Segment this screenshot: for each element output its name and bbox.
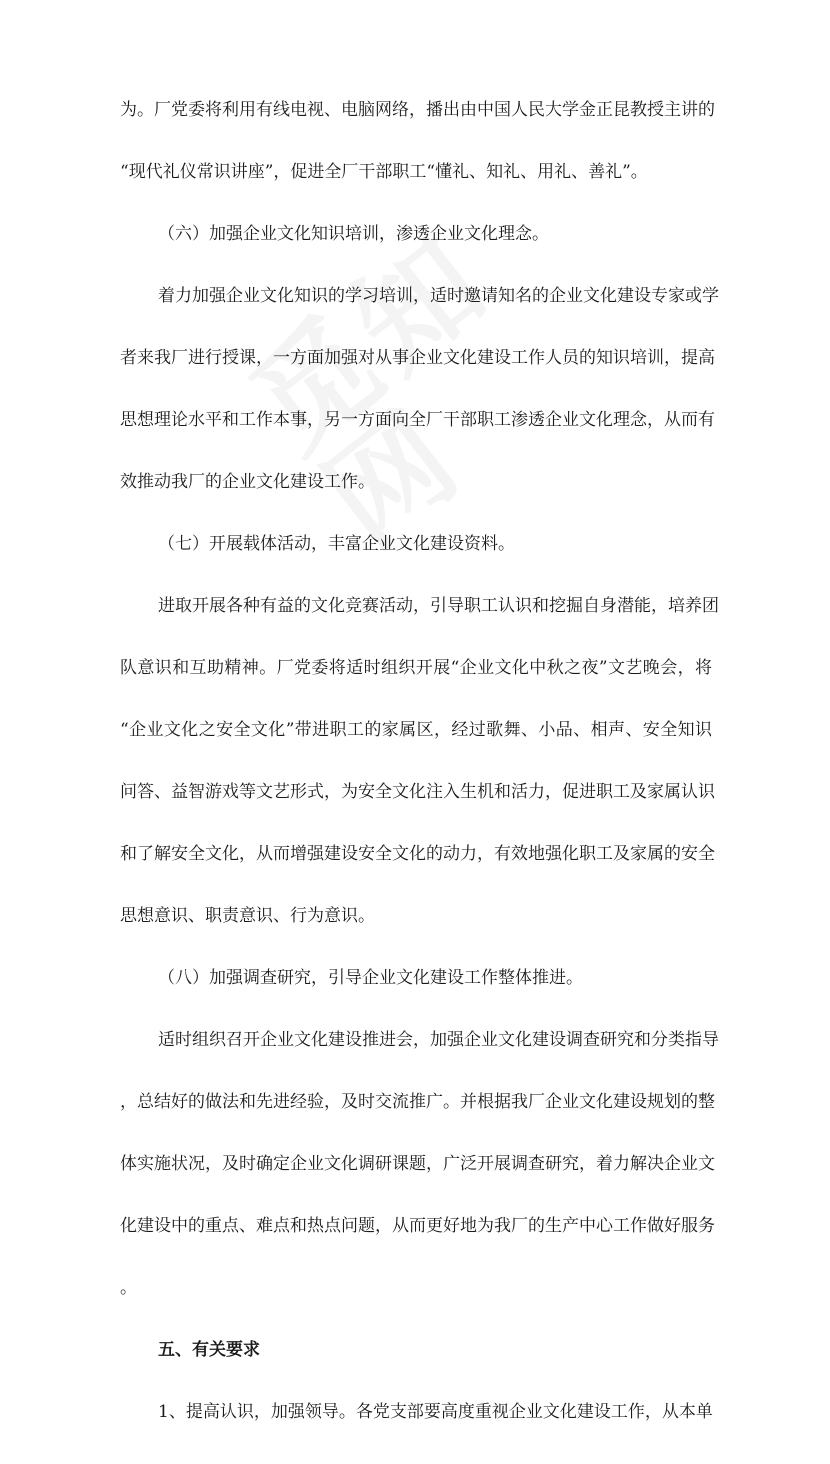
paragraph-line: “企业文化之安全文化”带进职工的家属区，经过歌舞、小品、相声、安全知识 <box>120 720 712 740</box>
paragraph-line: 思想意识、职责意识、行为意识。 <box>120 906 375 926</box>
paragraph-line: 为。厂党委将利用有线电视、电脑网络，播出由中国人民大学金正昆教授主讲的 <box>120 100 715 120</box>
paragraph-line: 和了解安全文化，从而增强建设安全文化的动力，有效地强化职工及家属的安全 <box>120 844 715 864</box>
paragraph-line: 适时组织召开企业文化建设推进会，加强企业文化建设调查研究和分类指导 <box>158 1030 719 1050</box>
chapter-heading: 五、有关要求 <box>158 1340 260 1360</box>
paragraph-line: 1、提高认识，加强领导。各党支部要高度重视企业文化建设工作，从本单 <box>158 1402 713 1422</box>
paragraph-line: 。 <box>120 1278 137 1298</box>
section-heading: （七）开展载体活动，丰富企业文化建设资料。 <box>158 534 515 554</box>
paragraph-line: 着力加强企业文化知识的学习培训，适时邀请知名的企业文化建设专家或学 <box>158 286 719 306</box>
paragraph-line: 问答、益智游戏等文艺形式，为安全文化注入生机和活力，促进职工及家属认识 <box>120 782 715 802</box>
section-heading: （八）加强调查研究，引导企业文化建设工作整体推进。 <box>158 968 583 988</box>
document-body <box>120 100 719 1464</box>
paragraph-line: 体实施状况，及时确定企业文化调研课题，广泛开展调查研究，着力解决企业文 <box>120 1154 715 1174</box>
paragraph-line: ，总结好的做法和先进经验，及时交流推广。并根据我厂企业文化建设规划的整 <box>120 1092 715 1112</box>
paragraph-line: 队意识和互助精神。厂党委将适时组织开展“企业文化中秋之夜”文艺晚会，将 <box>120 658 712 678</box>
paragraph-line: 思想理论水平和工作本事，另一方面向全厂干部职工渗透企业文化理念，从而有 <box>120 410 715 430</box>
paragraph-line: “现代礼仪常识讲座”，促进全厂干部职工“懂礼、知礼、用礼、善礼”。 <box>120 162 648 182</box>
paragraph-line: 效推动我厂的企业文化建设工作。 <box>120 472 375 492</box>
section-heading: （六）加强企业文化知识培训，渗透企业文化理念。 <box>158 224 549 244</box>
paragraph-line: 化建设中的重点、难点和热点问题，从而更好地为我厂的生产中心工作做好服务 <box>120 1216 715 1236</box>
paragraph-line: 进取开展各种有益的文化竞赛活动，引导职工认识和挖掘自身潜能，培养团 <box>158 596 719 616</box>
paragraph-line: 者来我厂进行授课，一方面加强对从事企业文化建设工作人员的知识培训，提高 <box>120 348 715 368</box>
